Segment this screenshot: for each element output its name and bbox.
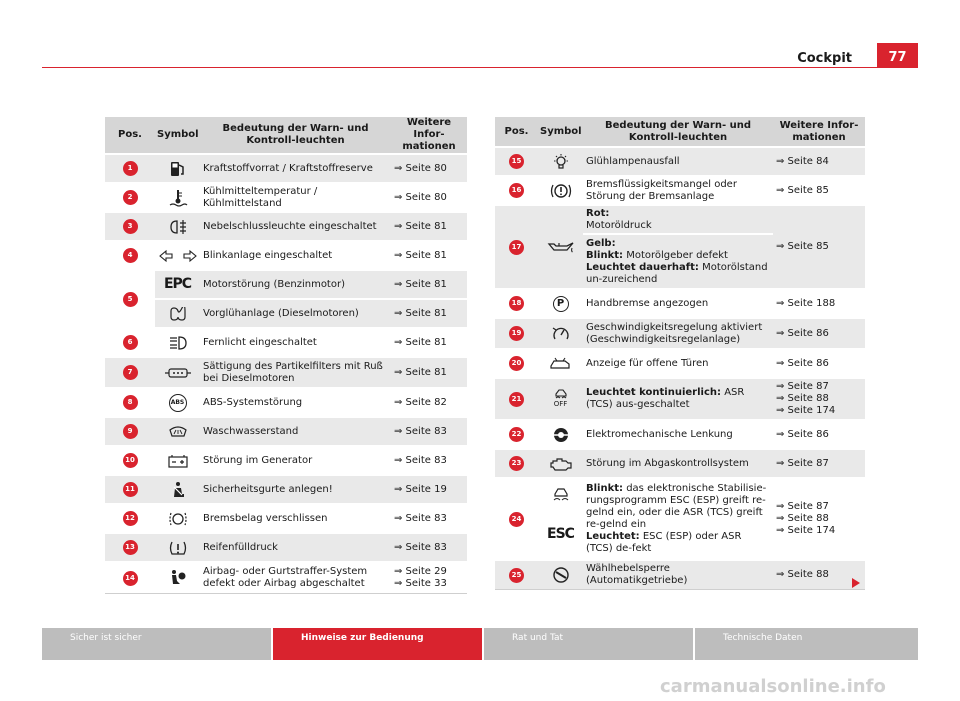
- table-row: [105, 242, 467, 271]
- table-row: [495, 421, 865, 450]
- reference-link[interactable]: ⇒ Seite 82: [391, 389, 467, 418]
- footer-tab-technical[interactable]: Technische Daten: [695, 628, 918, 660]
- meaning-text: Anzeige für offene Türen: [583, 350, 773, 379]
- meaning-text: Airbag- oder Gurtstraffer-System defekt oder Airbag abgeschaltet: [200, 563, 391, 594]
- bulb-failure-icon: [541, 153, 580, 171]
- reference-link[interactable]: ⇒ Seite 85: [773, 177, 865, 206]
- table-row: [105, 476, 467, 505]
- footer-tab-operation[interactable]: Hinweise zur Bedienung: [273, 628, 484, 660]
- position-badge: 23: [509, 456, 524, 471]
- steering-icon: [541, 426, 580, 444]
- meaning-text: Bremsbelag verschlissen: [200, 505, 391, 534]
- table-row: [495, 350, 865, 379]
- col-symbol: Symbol: [155, 117, 200, 155]
- door-open-icon: [541, 357, 580, 371]
- position-badge: 6: [123, 335, 138, 350]
- meaning-text: Elektromechanische Lenkung: [583, 421, 773, 450]
- battery-icon: [158, 454, 197, 468]
- position-badge: 22: [509, 427, 524, 442]
- position-badge: 20: [509, 356, 524, 371]
- position-badge: 10: [123, 453, 138, 468]
- rear-fog-light-icon: [158, 218, 197, 236]
- left-warning-table: [105, 117, 467, 594]
- table-row: [105, 563, 467, 594]
- esc-icon: ESC: [547, 525, 574, 542]
- position-badge: 18: [509, 296, 524, 311]
- meaning-text: ABS-Systemstörung: [200, 389, 391, 418]
- reference-link[interactable]: ⇒ Seite 80: [391, 184, 467, 213]
- meaning-text: Handbremse angezogen: [583, 290, 773, 319]
- meaning-text: Vorglühanlage (Dieselmotoren): [200, 300, 391, 329]
- footer-tab-advice[interactable]: Rat und Tat: [484, 628, 695, 660]
- table-row: [105, 329, 467, 358]
- oil-pressure-icon: [541, 240, 580, 254]
- position-badge: 14: [123, 571, 138, 586]
- position-badge: 16: [509, 183, 524, 198]
- table-row: [105, 534, 467, 563]
- reference-link[interactable]: ⇒ Seite 86: [773, 421, 865, 450]
- reference-link[interactable]: ⇒ Seite 81: [391, 300, 467, 329]
- meaning-text: Motorstörung (Benzinmotor): [200, 271, 391, 300]
- gear-lock-icon: [541, 566, 580, 584]
- footer-tab-safety[interactable]: Sicher ist sicher: [42, 628, 273, 660]
- table-row: [105, 418, 467, 447]
- reference-link[interactable]: ⇒ Seite 87 ⇒ Seite 88 ⇒ Seite 174: [773, 479, 865, 561]
- meaning-text: Reifenfülldruck: [200, 534, 391, 563]
- table-row: [495, 177, 865, 206]
- position-badge: 11: [123, 482, 138, 497]
- continue-arrow-icon: [852, 578, 860, 588]
- reference-link[interactable]: ⇒ Seite 88: [773, 561, 865, 590]
- position-badge: 9: [123, 424, 138, 439]
- position-badge: 21: [509, 392, 524, 407]
- meaning-text: Störung im Generator: [200, 447, 391, 476]
- table-row: [105, 389, 467, 418]
- col-more: Weitere Infor-mationen: [391, 117, 467, 155]
- right-warning-table: [495, 117, 865, 590]
- col-more: Weitere Infor-mationen: [773, 117, 865, 148]
- stability-icon: [541, 485, 580, 503]
- meaning-text: Geschwindigkeitsregelung aktiviert (Geschwindigkeitsregelanlage): [583, 319, 773, 350]
- meaning-text: Blinkanlage eingeschaltet: [200, 242, 391, 271]
- oil-yellow-text: Gelb: Blinkt: Motorölgeber defekt Leuchtet dauerhaft: Motorölstand un-zureichend: [583, 235, 773, 290]
- table-row: [105, 300, 467, 329]
- reference-link[interactable]: ⇒ Seite 87 ⇒ Seite 88 ⇒ Seite 174: [773, 379, 865, 421]
- table-row: [105, 358, 467, 389]
- meaning-text: Leuchtet kontinuierlich: ASR (TCS) aus-geschaltet: [583, 379, 773, 421]
- reference-link[interactable]: ⇒ Seite 81: [391, 329, 467, 358]
- table-row: [105, 155, 467, 184]
- abs-icon: ABS: [169, 394, 187, 412]
- reference-link[interactable]: ⇒ Seite 86: [773, 319, 865, 350]
- reference-link[interactable]: ⇒ Seite 85: [773, 206, 865, 290]
- reference-link[interactable]: ⇒ Seite 87: [773, 450, 865, 479]
- meaning-text: Blinkt: das elektronische Stabilisie-rungsprogramm ESC (ESP) greift re-gelnd ein, oder die ASR (TCS) greift re-gelnd ein Leuchtet: ESC (ESP) oder ASR (TCS) de-fekt: [583, 479, 773, 561]
- airbag-icon: [158, 569, 197, 587]
- brake-pad-icon: [158, 510, 197, 528]
- reference-link[interactable]: ⇒ Seite 81: [391, 242, 467, 271]
- table-row: [495, 290, 865, 319]
- parking-brake-icon: P: [553, 296, 569, 312]
- position-badge: 12: [123, 511, 138, 526]
- reference-link[interactable]: ⇒ Seite 188: [773, 290, 865, 319]
- reference-link[interactable]: ⇒ Seite 81: [391, 213, 467, 242]
- engine-check-icon: [541, 456, 580, 472]
- reference-link[interactable]: ⇒ Seite 83: [391, 447, 467, 476]
- reference-link[interactable]: ⇒ Seite 81: [391, 358, 467, 389]
- meaning-text: Sättigung des Partikelfilters mit Ruß bei Dieselmotoren: [200, 358, 391, 389]
- col-meaning: Bedeutung der Warn- und Kontroll-leuchten: [583, 117, 773, 148]
- section-title: Cockpit: [797, 51, 852, 66]
- position-badge: 25: [509, 568, 524, 583]
- cruise-control-icon: [541, 325, 580, 343]
- table-row: [105, 447, 467, 476]
- reference-link[interactable]: ⇒ Seite 81: [391, 271, 467, 300]
- meaning-text: Bremsflüssigkeitsmangel oder Störung der Bremsanlage: [583, 177, 773, 206]
- meaning-text: Waschwasserstand: [200, 418, 391, 447]
- meaning-text: Kraftstoffvorrat / Kraftstoffreserve: [200, 155, 391, 184]
- high-beam-icon: [158, 335, 197, 351]
- position-badge: 1: [123, 161, 138, 176]
- reference-link[interactable]: ⇒ Seite 19: [391, 476, 467, 505]
- page-number: 77: [877, 43, 918, 68]
- position-badge: 15: [509, 154, 524, 169]
- brake-warning-icon: [541, 182, 580, 200]
- position-badge: 3: [123, 219, 138, 234]
- traction-off-icon: OFF: [553, 388, 569, 408]
- col-pos: Pos.: [495, 117, 538, 148]
- position-badge: 7: [123, 365, 138, 380]
- footer-nav: [42, 628, 918, 660]
- reference-link[interactable]: ⇒ Seite 84: [773, 148, 865, 177]
- position-badge: 8: [123, 395, 138, 410]
- table-row: [495, 561, 865, 590]
- meaning-text: Glühlampenausfall: [583, 148, 773, 177]
- glow-plug-icon: [158, 307, 197, 321]
- table-row: [495, 148, 865, 177]
- position-badge: 4: [123, 248, 138, 263]
- position-badge: 17: [509, 240, 524, 255]
- particle-filter-icon: [158, 367, 197, 379]
- col-symbol: Symbol: [538, 117, 583, 148]
- reference-link[interactable]: ⇒ Seite 80: [391, 155, 467, 184]
- tire-pressure-icon: [158, 539, 197, 557]
- table-row: [105, 213, 467, 242]
- table-row: [495, 450, 865, 479]
- coolant-temperature-icon: [158, 189, 197, 207]
- meaning-text: Störung im Abgaskontrollsystem: [583, 450, 773, 479]
- position-badge: 2: [123, 190, 138, 205]
- col-meaning: Bedeutung der Warn- und Kontroll-leuchten: [200, 117, 391, 155]
- position-badge: 5: [123, 292, 138, 307]
- turn-signal-icon: [158, 249, 197, 263]
- meaning-text: Nebelschlussleuchte eingeschaltet: [200, 213, 391, 242]
- reference-link[interactable]: ⇒ Seite 83: [391, 505, 467, 534]
- table-row: [495, 379, 865, 421]
- washer-fluid-icon: [158, 424, 197, 440]
- oil-red-text: Rot: Motoröldruck: [583, 206, 773, 235]
- reference-link[interactable]: ⇒ Seite 83: [391, 418, 467, 447]
- table-row: [495, 479, 865, 510]
- meaning-text: Kühlmitteltemperatur / Kühlmittelstand: [200, 184, 391, 213]
- meaning-text: Sicherheitsgurte anlegen!: [200, 476, 391, 505]
- table-row: [105, 184, 467, 213]
- watermark: carmanualsonline.info: [660, 676, 886, 697]
- position-badge: 13: [123, 540, 138, 555]
- meaning-text: Fernlicht eingeschaltet: [200, 329, 391, 358]
- table-row: [105, 271, 467, 300]
- meaning-text: Wählhebelsperre (Automatikgetriebe): [583, 561, 773, 590]
- table-row: [495, 319, 865, 350]
- position-badge: 19: [509, 326, 524, 341]
- col-pos: Pos.: [105, 117, 155, 155]
- reference-link[interactable]: ⇒ Seite 86: [773, 350, 865, 379]
- reference-link[interactable]: ⇒ Seite 29 ⇒ Seite 33: [391, 563, 467, 594]
- fuel-pump-icon: [158, 160, 197, 178]
- position-badge: 24: [509, 512, 524, 527]
- table-row: [105, 505, 467, 534]
- table-row: [495, 206, 865, 235]
- epc-icon: EPC: [163, 275, 192, 292]
- seatbelt-icon: [158, 481, 197, 499]
- header-rule: [42, 67, 918, 68]
- reference-link[interactable]: ⇒ Seite 83: [391, 534, 467, 563]
